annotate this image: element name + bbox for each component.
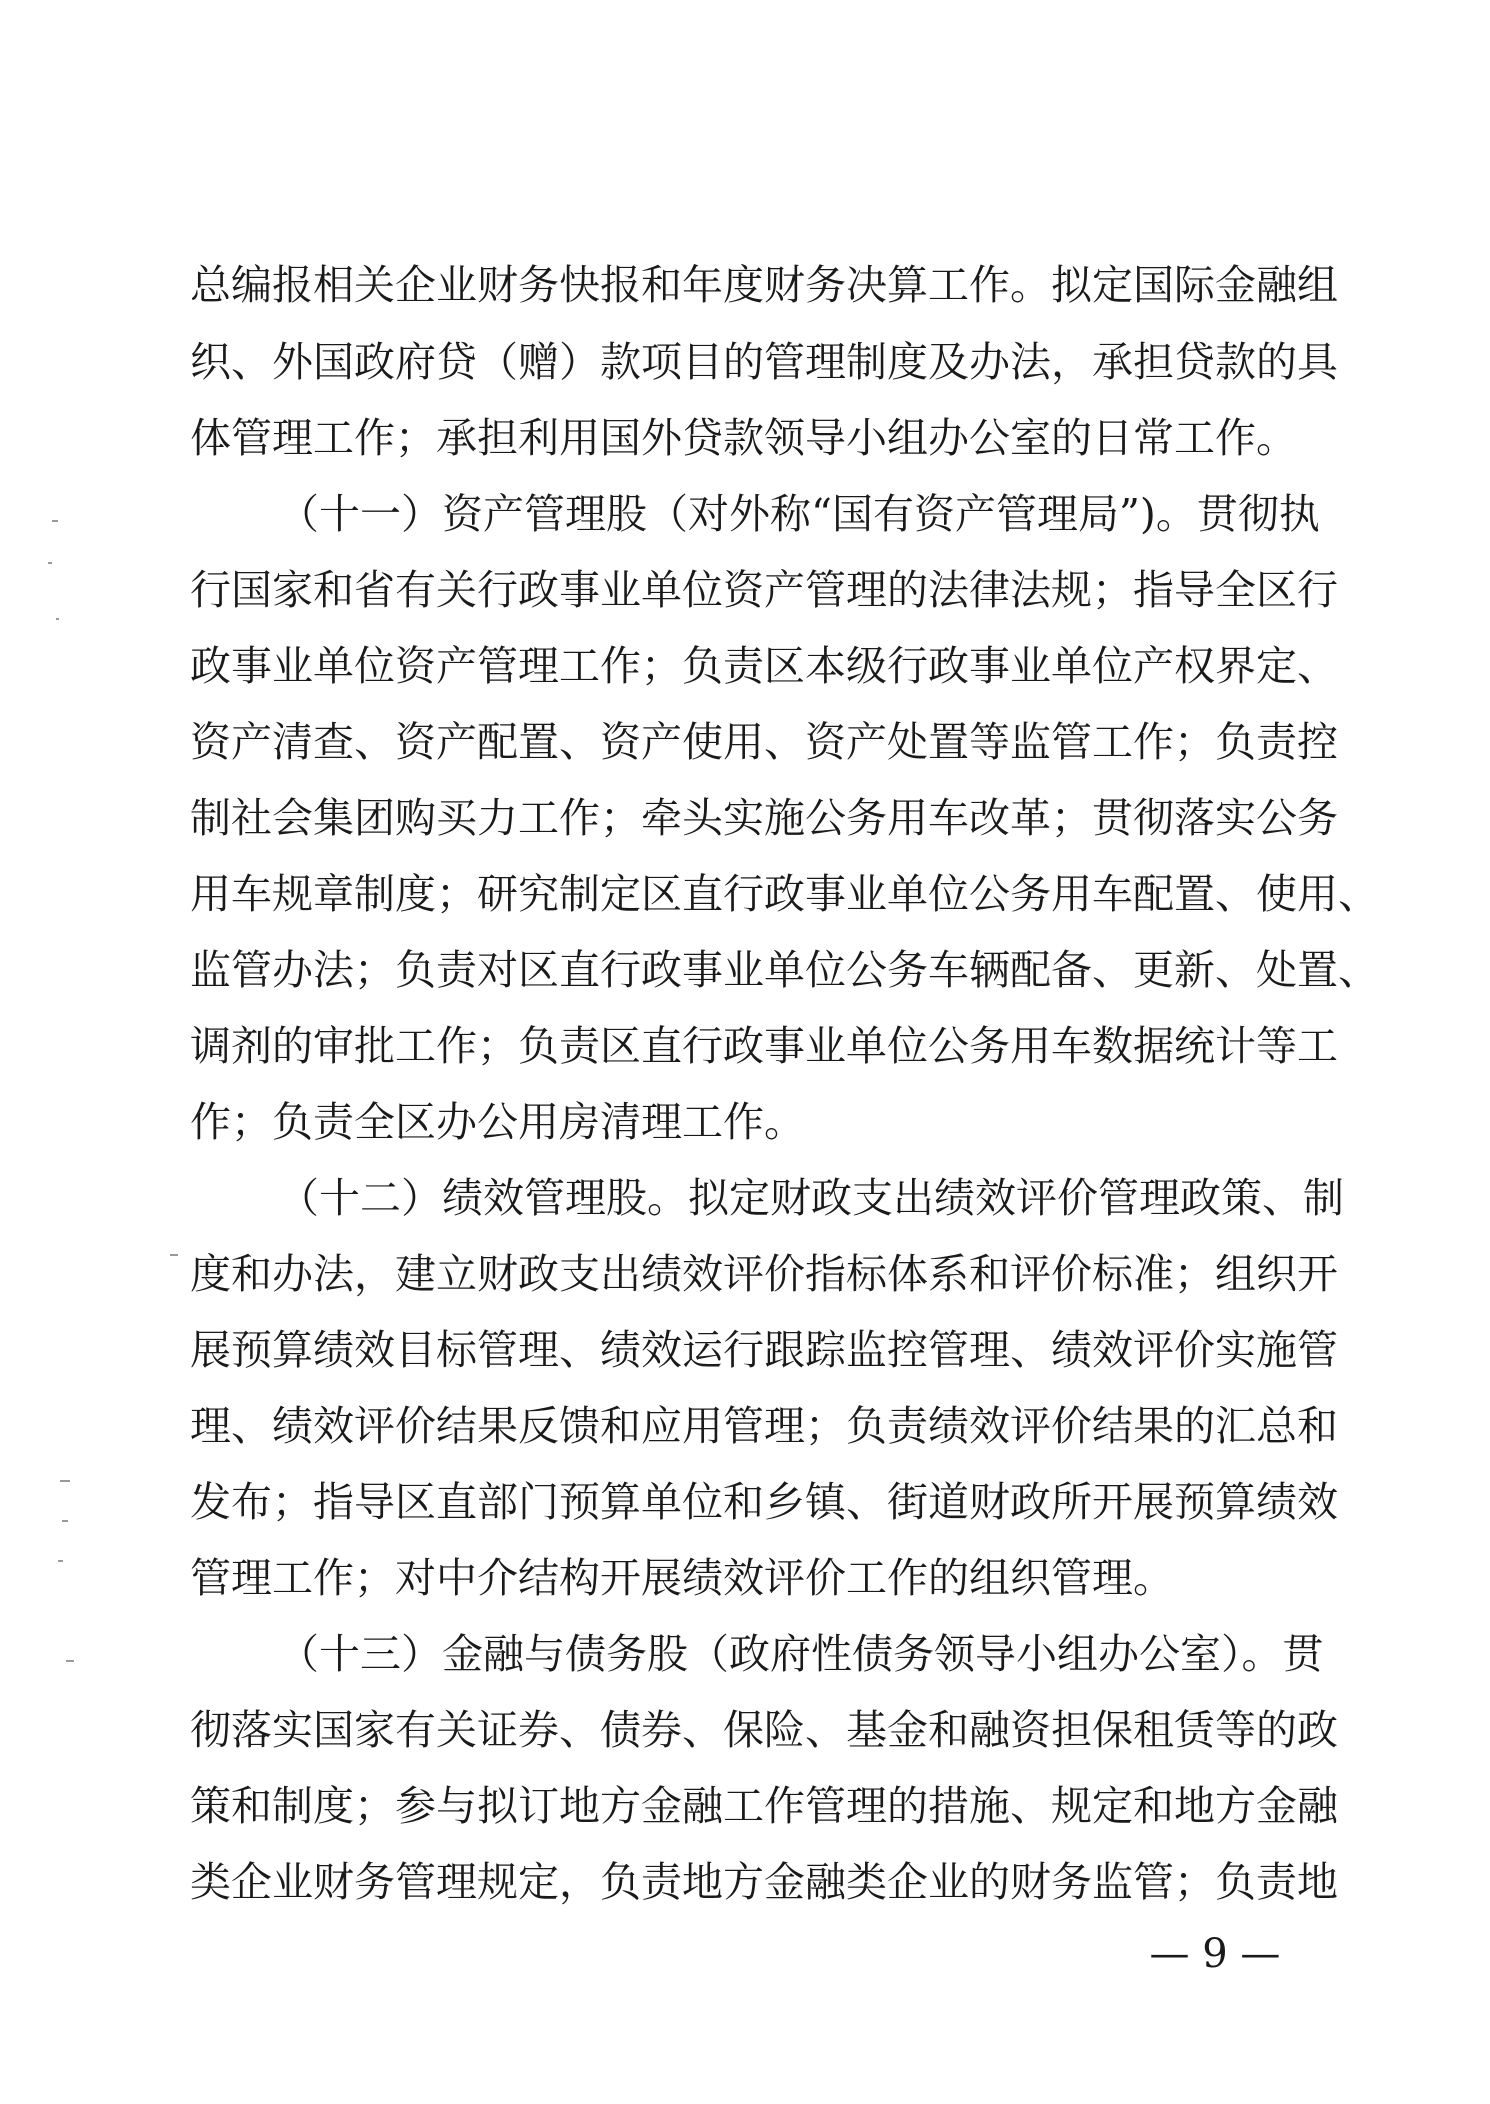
scan-speck bbox=[62, 1520, 68, 1522]
text-line-18: 管理工作；对中介结构开展绩效评价工作的组织管理。 bbox=[190, 1554, 1174, 1602]
text-line-21: 策和制度；参与拟订地方金融工作管理的措施、规定和地方金融 bbox=[190, 1782, 1338, 1830]
scan-speck bbox=[52, 520, 58, 522]
text-line-12: 作；负责全区办公用房清理工作。 bbox=[190, 1098, 805, 1146]
text-line-6: 政事业单位资产管理工作；负责区本级行政事业单位产权界定、 bbox=[190, 642, 1338, 690]
text-line-17: 发布；指导区直部门预算单位和乡镇、街道财政所开展预算绩效 bbox=[190, 1478, 1338, 1526]
scan-speck bbox=[58, 1560, 63, 1562]
scan-speck bbox=[48, 562, 52, 564]
text-line-5: 行国家和省有关行政事业单位资产管理的法律法规；指导全区行 bbox=[190, 566, 1338, 614]
text-line-10: 监管办法；负责对区直行政事业单位公务车辆配备、更新、处置、 bbox=[190, 946, 1379, 994]
text-line-22: 类企业财务管理规定，负责地方金融类企业的财务监管；负责地 bbox=[190, 1858, 1338, 1906]
text-line-20: 彻落实国家有关证券、债券、保险、基金和融资担保租赁等的政 bbox=[190, 1706, 1338, 1754]
scan-speck bbox=[66, 1660, 74, 1662]
section-11-heading-line: （十一）资产管理股（对外称“国有资产管理局”)。贯彻执 bbox=[278, 490, 1320, 538]
text-line-14: 度和办法，建立财政支出绩效评价指标体系和评价标准；组织开 bbox=[190, 1250, 1338, 1298]
text-line-1: 总编报相关企业财务快报和年度财务决算工作。拟定国际金融组 bbox=[190, 261, 1338, 309]
text-line-7: 资产清查、资产配置、资产使用、资产处置等监管工作；负责控 bbox=[190, 718, 1338, 766]
page-number: — 9 — bbox=[1149, 1931, 1281, 1977]
text-line-15: 展预算绩效目标管理、绩效运行跟踪监控管理、绩效评价实施管 bbox=[190, 1326, 1338, 1374]
text-line-3: 体管理工作；承担利用国外贷款领导小组办公室的日常工作。 bbox=[190, 414, 1297, 462]
scan-speck bbox=[60, 1480, 70, 1482]
text-line-8: 制社会集团购买力工作；牵头实施公务用车改革；贯彻落实公务 bbox=[190, 794, 1338, 842]
section-12-heading-line: （十二）绩效管理股。拟定财政支出绩效评价管理政策、制 bbox=[278, 1174, 1344, 1222]
section-13-heading-line: （十三）金融与债务股（政府性债务领导小组办公室）。贯 bbox=[278, 1630, 1324, 1678]
text-line-9: 用车规章制度；研究制定区直行政事业单位公务用车配置、使用、 bbox=[190, 870, 1379, 918]
scan-speck bbox=[56, 618, 59, 620]
text-line-2: 织、外国政府贷（赠）款项目的管理制度及办法，承担贷款的具 bbox=[190, 338, 1338, 386]
text-line-16: 理、绩效评价结果反馈和应用管理；负责绩效评价结果的汇总和 bbox=[190, 1402, 1338, 1450]
scan-speck bbox=[170, 1254, 178, 1256]
text-line-11: 调剂的审批工作；负责区直行政事业单位公务用车数据统计等工 bbox=[190, 1022, 1338, 1070]
